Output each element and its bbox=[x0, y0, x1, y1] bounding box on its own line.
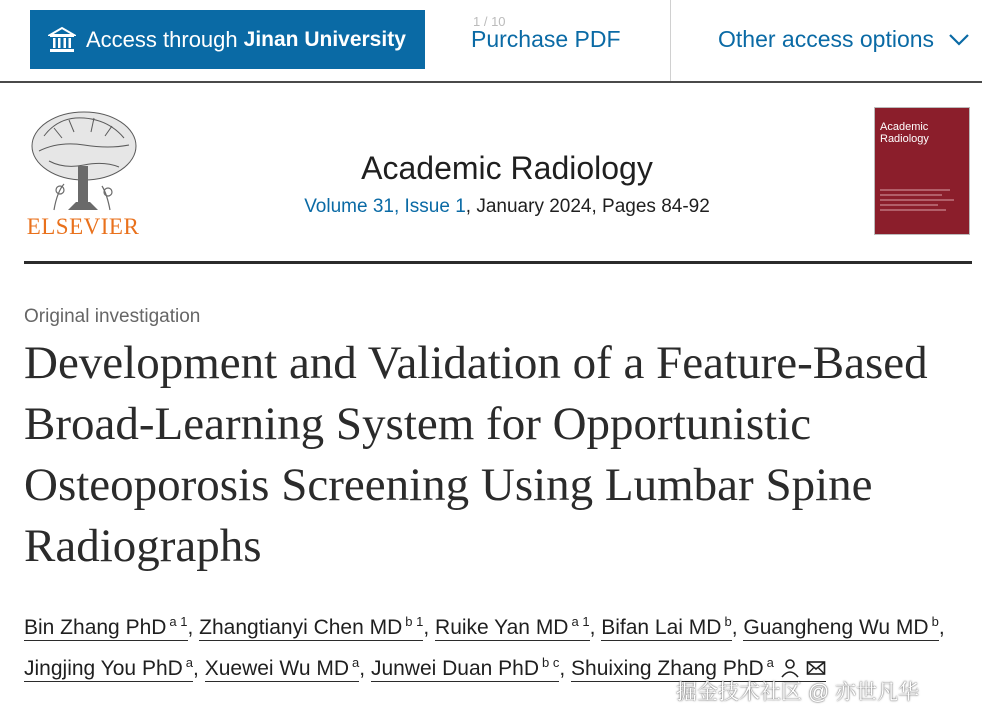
article-title: Development and Validation of a Feature-Based Broad-Learning System for Opportunistic Osteoporosis Screening Using Lumbar Spine Radiographs bbox=[24, 337, 928, 572]
corresponding-author-link[interactable]: Shuixing Zhang PhD $^a$ bbox=[571, 657, 826, 682]
article-type: Original investigation bbox=[24, 306, 201, 327]
institution-name: Jinan University bbox=[243, 27, 406, 51]
author-link[interactable]: Jingjing You PhD $^a$ bbox=[24, 655, 194, 680]
author-link[interactable]: Guangheng Wu MD $^b$ bbox=[743, 614, 939, 639]
author-link[interactable]: Junwei Duan PhD $^{b c}$ bbox=[370, 655, 560, 680]
cover-title: Academic Radiology bbox=[880, 121, 929, 145]
page-counter: 1 / 10 bbox=[473, 14, 506, 29]
journal-cover-image[interactable] bbox=[874, 107, 970, 235]
person-icon bbox=[780, 658, 800, 678]
email-icon bbox=[806, 658, 826, 678]
author-list: Bin Zhang PhD $^{a 1}$, Zhangtianyi Chen MD $^{b 1}$, Ruike Yan MD $^{a 1}$, Bifan Lai MD $^b$, Guangheng Wu MD $^b$, Jingjing You PhD $^a$, Xuewei Wu MD $^a$, Junwei Duan PhD $^{b c}$, Shuixing Zhang PhD $^a$ bbox=[24, 614, 945, 680]
access-through-institution-button[interactable] bbox=[30, 10, 425, 69]
divider bbox=[670, 0, 671, 81]
elsevier-wordmark: ELSEVIER bbox=[26, 214, 140, 239]
access-through-label: Access through bbox=[86, 26, 238, 52]
issue-details: , January 2024, Pages 84-92 bbox=[465, 196, 710, 217]
watermark: 掘金技术社区 @ 亦世凡华 bbox=[676, 681, 919, 704]
journal-title[interactable]: Academic Radiology bbox=[361, 150, 653, 186]
institution-icon bbox=[48, 26, 76, 54]
journal-header bbox=[24, 100, 972, 264]
other-access-options-label: Other access options bbox=[718, 26, 935, 52]
author-link[interactable]: Xuewei Wu MD $^a$ bbox=[204, 655, 360, 680]
cover-text-lines bbox=[880, 186, 960, 216]
author-link[interactable]: Ruike Yan MD $^{a 1}$ bbox=[435, 614, 590, 639]
author-link[interactable]: Zhangtianyi Chen MD $^{b 1}$ bbox=[199, 614, 424, 639]
other-access-options-button[interactable] bbox=[718, 26, 970, 53]
volume-issue-link[interactable]: Volume 31, Issue 1 bbox=[304, 196, 466, 217]
issue-info bbox=[24, 196, 982, 218]
access-bar bbox=[0, 0, 982, 83]
author-link[interactable]: Bifan Lai MD $^b$ bbox=[601, 614, 732, 639]
author-link[interactable]: Bin Zhang PhD $^{a 1}$ bbox=[24, 614, 188, 639]
purchase-pdf-link[interactable]: Purchase PDF bbox=[471, 26, 621, 52]
chevron-down-icon bbox=[948, 33, 970, 47]
